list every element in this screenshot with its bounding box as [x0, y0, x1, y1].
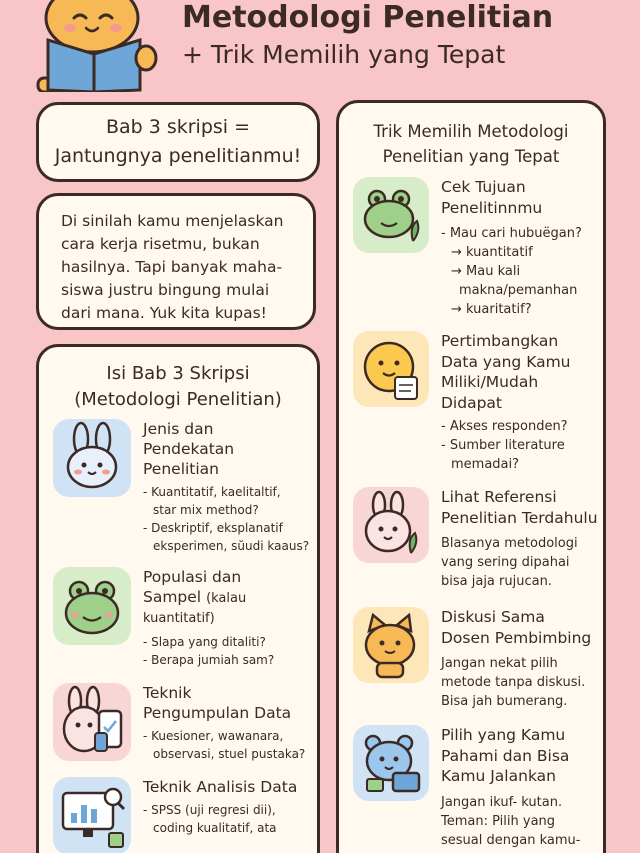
frog-plant-icon	[353, 177, 429, 253]
trik-item-text: - Akses responden?	[441, 419, 568, 434]
trik-item-diskusi-dosen	[353, 607, 609, 717]
trik-item-text: - Mau cari hubuёgan?	[441, 226, 582, 241]
isi-item-analisis-data	[53, 777, 315, 853]
trik-item-title: Lihat Referensi	[441, 488, 557, 506]
cat-reading-book-icon	[24, 0, 164, 92]
isi-item-title: Pengumpulan Data	[143, 704, 292, 722]
trik-item-text: Jangan nekat pilih	[441, 656, 558, 671]
trik-title	[339, 119, 603, 169]
trik-item-pilih-yang-dipahami	[353, 725, 609, 853]
isi-item-title: Teknik Analisis Data	[143, 778, 298, 796]
trik-card	[336, 100, 606, 853]
isi-bullet: - Deskriptif, eksplanatif	[143, 521, 283, 535]
trik-item-title: Cek Tujuan	[441, 178, 526, 196]
bear-laptop-icon	[353, 725, 429, 801]
trik-item-title: Pahami dan Bisa	[441, 746, 570, 765]
isi-item-pengumpulan-data	[53, 683, 315, 773]
duck-pencil-icon	[353, 331, 429, 407]
isi-item-populasi-sampel	[53, 567, 315, 677]
trik-item-text: makna/pemanhan	[459, 283, 578, 298]
trik-item-text: Blasanya metodologi	[441, 536, 578, 551]
cat-icon	[353, 607, 429, 683]
intro-line: cara kerja risetmu, bukan	[61, 235, 260, 253]
trik-item-title: Pilih yang Kamu	[441, 726, 566, 744]
key-message-card	[36, 102, 320, 182]
isi-bullet: - SPSS (uji regresi dii),	[143, 803, 276, 817]
trik-item-text: Jangan ikuf- kutan.	[441, 794, 563, 810]
isi-item-note: (kalau	[206, 591, 247, 606]
isi-bullet: observasi, stuel pustaka?	[153, 747, 306, 761]
isi-title-line: Isi Bab 3 Skripsi	[106, 363, 250, 384]
isi-bullet: coding kualitatif, ata	[153, 821, 277, 835]
computer-chart-icon	[53, 777, 131, 853]
trik-item-text: vang sering dipahai	[441, 555, 570, 570]
isi-item-note: kuantitatif)	[143, 611, 215, 626]
trik-item-cek-tujuan	[353, 177, 609, 327]
trik-title-line: Penelitian yang Tepat	[382, 147, 560, 166]
trik-item-title: Diskusi Sama	[441, 608, 545, 626]
trik-item-text: → kuaritatif?	[451, 302, 532, 317]
trik-item-title: Penelitian Terdahulu	[441, 508, 598, 527]
intro-line: hasilnya. Tapi banyak maha-	[61, 258, 283, 276]
isi-title-line: (Metodologi Penelitian)	[74, 389, 282, 410]
isi-item-title: Sampel	[143, 588, 202, 606]
trik-item-text: → Mau kali	[451, 264, 521, 279]
trik-item-text: bisa jaja rujucan.	[441, 574, 552, 589]
key-message-line: Bab 3 skripsi =	[105, 116, 251, 138]
isi-bullet: star mix method?	[153, 503, 259, 517]
trik-item-title: Dosen Pembimbing	[441, 628, 592, 647]
isi-item-title: Populasi dan	[143, 568, 242, 586]
isi-bullet: - Slapa yang ditaliti?	[143, 635, 266, 649]
isi-item-title: Pendekatan	[143, 440, 235, 458]
intro-line: Di sinilah kamu menjelaskan	[61, 212, 284, 230]
trik-item-text: → kuantitatif	[451, 245, 533, 260]
isi-item-title: Teknik	[143, 684, 192, 702]
page-subtitle: + Trik Memilih yang Tepat	[182, 40, 506, 69]
trik-title-line: Trik Memilih Metodologi	[373, 122, 569, 141]
isi-item-jenis-penelitian	[53, 419, 315, 559]
trik-item-text: - Sumber literature	[441, 438, 565, 453]
intro-line: siswa justru bingung mulai	[61, 281, 270, 299]
isi-title	[39, 361, 317, 413]
bunny-icon	[53, 419, 131, 497]
trik-item-title: Didapat	[441, 393, 502, 412]
trik-item-text: memadai?	[451, 457, 520, 472]
trik-item-lihat-referensi	[353, 487, 609, 597]
isi-bullet: - Berapa jumiah sam?	[143, 653, 275, 667]
key-message-line: Jantungnya penelitianmu!	[54, 145, 302, 167]
isi-item-title: Penelitian	[143, 460, 220, 478]
intro-card	[36, 193, 316, 330]
isi-bullet: - Kuantitatif, kaelitaltif,	[143, 485, 281, 499]
trik-item-title: Kamu Jalankan	[441, 767, 556, 785]
trik-item-text: metode tanpa diskusi.	[441, 675, 586, 690]
trik-item-title: Penelitinnmu	[441, 198, 543, 217]
bunny-phone-icon	[53, 683, 131, 761]
trik-item-title: Data yang Kamu	[441, 352, 571, 371]
intro-line: dari mana. Yuk kita kupas!	[61, 304, 267, 322]
bunny-plant-icon	[353, 487, 429, 563]
trik-item-text: Teman: Pilih yang	[441, 813, 556, 829]
isi-bullet: eksperimen, sŭudi kaaus?	[153, 539, 310, 553]
isi-bab3-card	[36, 344, 320, 853]
trik-item-text: Bisa jah bumerang.	[441, 694, 568, 709]
isi-item-title: Jenis dan	[143, 420, 214, 438]
trik-item-title: Pertimbangkan	[441, 332, 559, 350]
trik-item-text: sesual dengan kamu-	[441, 832, 581, 848]
trik-item-title: Miliki/Mudah	[441, 373, 539, 391]
frog-icon	[53, 567, 131, 645]
isi-bullet: - Kuesioner, wawanara,	[143, 729, 284, 743]
page-title: Metodologi Penelitian	[182, 0, 554, 35]
trik-item-pertimbangkan-data	[353, 331, 609, 481]
